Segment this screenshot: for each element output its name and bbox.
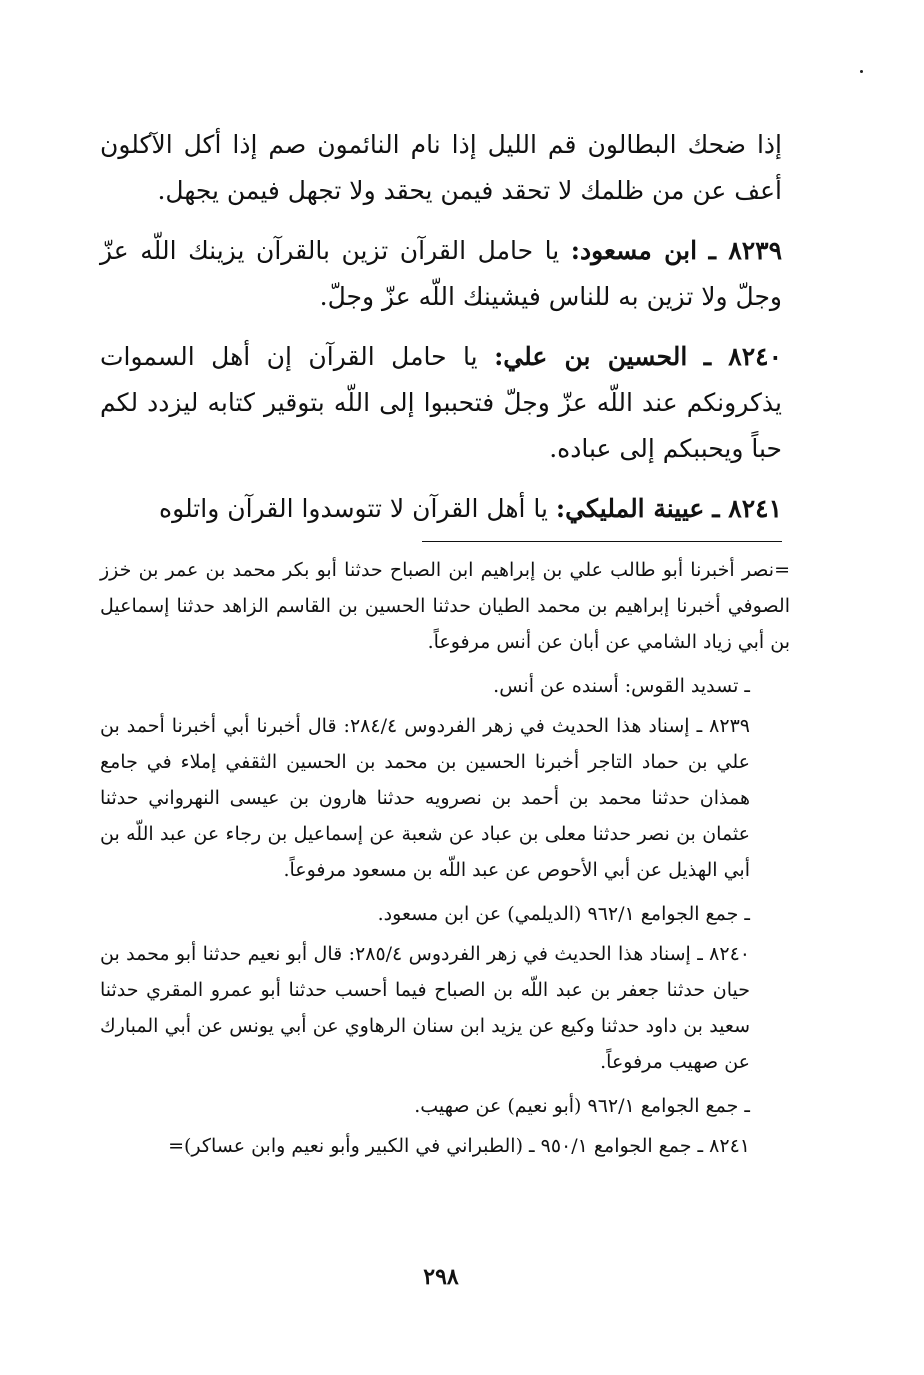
- entry-text: يا أهل القرآن لا تتوسدوا القرآن واتلوه: [159, 494, 548, 523]
- main-text: [100, 122, 782, 546]
- entry-8239: [100, 228, 782, 320]
- footnote-reference: ـ تسديد القوس: أسنده عن أنس.: [493, 675, 750, 697]
- footnote-8241: ٨٢٤١ ـ جمع الجوامع ٩٥٠/١ ـ (الطبراني في الكبير وأبو نعيم وابن عساكر)=: [168, 1135, 750, 1157]
- entry-speaker: عيينة المليكي:: [555, 494, 705, 523]
- entry-8240: [100, 334, 782, 472]
- entry-number: ٨٢٣٩ ـ: [708, 236, 783, 265]
- footnote-continuation: =نصر أخبرنا أبو طالب علي بن إبراهيم ابن الصباح حدثنا أبو بكر محمد بن عمر بن خزز الصوفي أخبرنا إبراهيم بن محمد الطيان حدثنا الحسين بن القاسم الزاهد حدثنا إسماعيل بن أبي زياد الشامي عن أبان عن أنس مرفوعاً.: [100, 559, 790, 653]
- paragraph-continuation: إذا ضحك البطالون قم الليل إذا نام النائمون صم إذا أكل الآكلون أعف عن من ظلمك لا تحقد فيمن يحقد ولا تجهل فيمن يجهل.: [100, 130, 782, 205]
- footnote-8240: ٨٢٤٠ ـ إسناد هذا الحديث في زهر الفردوس ٢٨٥/٤: قال أبو نعيم حدثنا أبو محمد بن حيان حدثنا جعفر بن عبد اللّه بن الصباح فيما أحسب حدثنا أبو عمرو المقري حدثنا سعيد بن داود حدثنا وكيع عن يزيد ابن سنان الرهاوي عن أبي يونس عن أبي المبارك عن صهيب مرفوعاً.: [100, 943, 750, 1073]
- entry-number: ٨٢٤٠ ـ: [703, 342, 782, 371]
- footnote-divider: [422, 541, 782, 542]
- footnote-reference: ـ جمع الجوامع ٩٦٢/١ (أبو نعيم) عن صهيب.: [414, 1095, 750, 1117]
- footnote-reference: ـ جمع الجوامع ٩٦٢/١ (الديلمي) عن ابن مسعود.: [377, 903, 750, 925]
- footnote-8239: ٨٢٣٩ ـ إسناد هذا الحديث في زهر الفردوس ٢٨٤/٤: قال أخبرنا أبي أخبرنا أحمد بن علي بن حماد التاجر أخبرنا الحسين بن محمد بن الحسين الثقفي إملاء في جامع همذان حدثنا محمد بن أحمد بن نصرويه حدثنا هارون بن عيسى النهرواني حدثنا عثمان بن نصر حدثنا معلى بن عباد عن شعبة عن إسماعيل بن رجاء عن عبد اللّه بن أبي الهذيل عن أبي الأحوص عن عبد اللّه بن مسعود مرفوعاً.: [100, 715, 750, 881]
- page-number: ٢٩٨: [423, 1264, 459, 1290]
- stray-dot: [860, 70, 863, 73]
- entry-8241: [100, 486, 782, 532]
- entry-text: يا حامل القرآن إن أهل السموات يذكرونكم عند اللّه عزّ وجلّ فتحببوا إلى اللّه بتوقير كتابه ليزدد لكم حباً ويحببكم إلى عباده.: [100, 342, 782, 463]
- entry-speaker: الحسين بن علي:: [494, 342, 688, 371]
- book-page: [100, 0, 790, 1375]
- entry-number: ٨٢٤١ ـ: [712, 494, 782, 523]
- footnotes: [100, 552, 790, 1172]
- entry-speaker: ابن مسعود:: [570, 236, 698, 265]
- entry-text: يا حامل القرآن تزين بالقرآن يزينك اللّه عزّ وجلّ ولا تزين به للناس فيشينك اللّه عزّ وجلّ.: [100, 236, 782, 311]
